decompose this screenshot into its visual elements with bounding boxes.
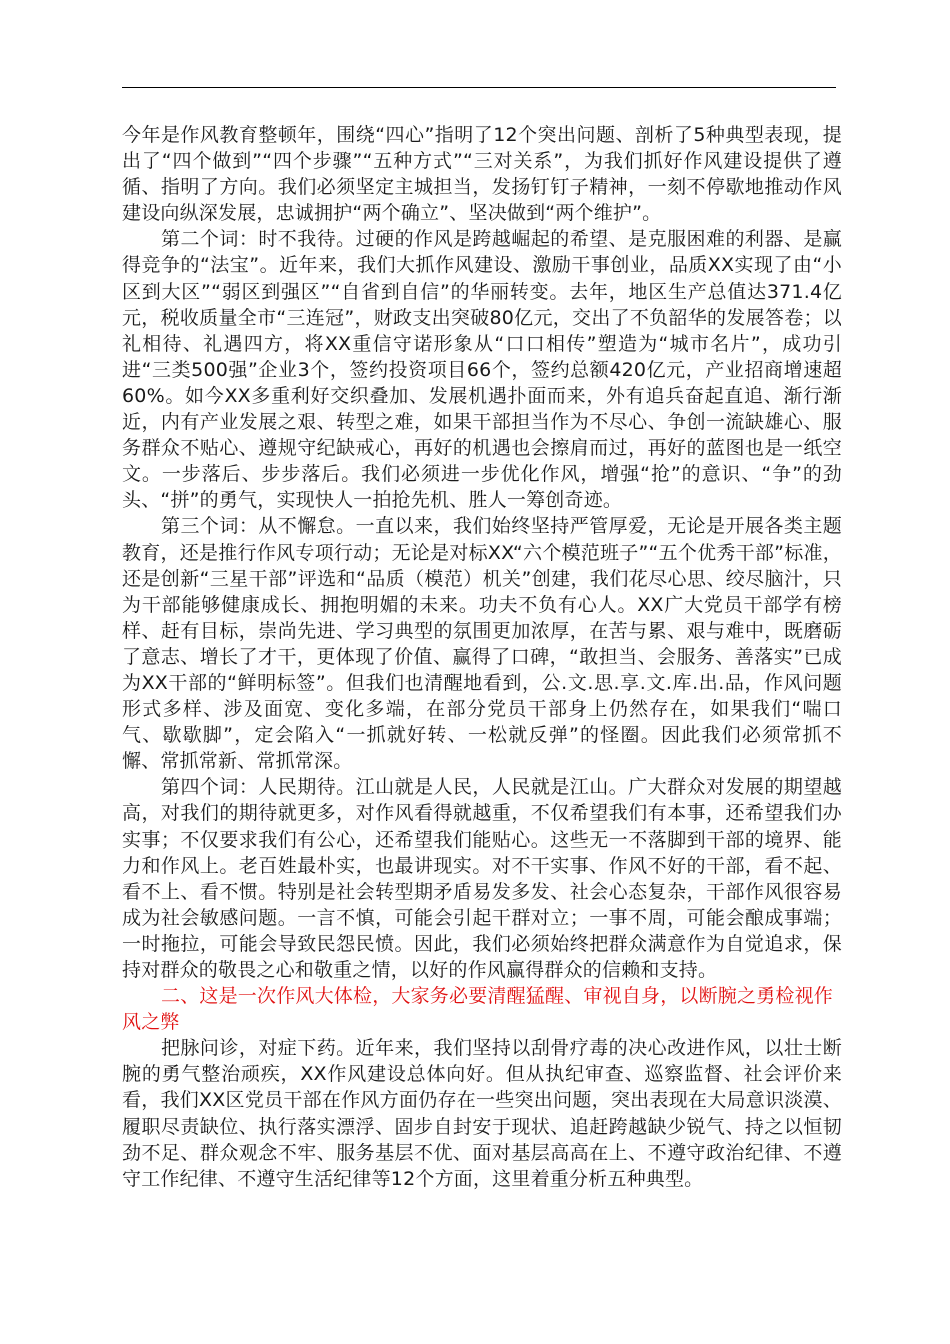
paragraph-fourth-word: 第四个词：人民期待。江山就是人民，人民就是江山。广大群众对发展的期望越高，对我们的期待就更多，对作风看得就越重，不仅希望我们有本事，还希望我们办实事；不仅要求我们有公心，还希望我们能贴心。这些无一不落脚到干部的境界、能力和作风上。老百姓最朴实，也最讲现实。对不干实事、作风不好的干部，看不起、看不上、看不惯。特别是社会转型期矛盾易发多发、社会心态复杂，干部作风很容易成为社会敏感问题。一言不慎，可能会引起干群对立；一事不周，可能会酿成事端；一时拖拉，可能会导致民怨民愤。因此，我们必须始终把群众满意作为自觉追求，保持对群众的敬畏之心和敬重之情，以好的作风赢得群众的信赖和支持。 [122, 776, 842, 981]
paragraph-intro: 今年是作风教育整顿年，围绕“四心”指明了12个突出问题、剖析了5种典型表现，提出了“四个做到”“四个步骤”“五种方式”“三对关系”，为我们抓好作风建设提供了遵循、指明了方向。我们必须坚定主城担当，发扬钉钉子精神，一刻不停歇地推动作风建设向纵深发展，忠诚拥护“两个确立”、坚决做到“两个维护”。 [122, 124, 842, 225]
section-heading: 二、这是一次作风大体检，大家务必要清醒猛醒、审视自身，以断腕之勇检视作风之弊 [122, 985, 834, 1034]
paragraph-second-word: 第二个词：时不我待。过硬的作风是跨越崛起的希望、是克服困难的利器、是赢得竞争的“法宝”。近年来，我们大抓作风建设、激励干事创业，品质XX实现了由“小区到大区”“弱区到强区”“自省到自信”的华丽转变。去年，地区生产总值达371.4亿元，税收质量全市“三连冠”，财政支出突破80亿元，交出了不负韶华的发展答卷；以礼相待、礼遇四方，将XX重信守诺形象从“口口相传”塑造为“城市名片”，成功引进“三类500强”企业3个，签约投资项目66个，签约总额420亿元，产业招商增速超60%。如今XX多重利好交织叠加、发展机遇扑面而来，外有追兵奋起直追、渐行渐近，内有产业发展之艰、转型之难，如果干部担当作为不尽心、争创一流缺雄心、服务群众不贴心、遵规守纪缺戒心，再好的机遇也会擦肩而过，再好的蓝图也是一纸空文。一步落后、步步落后。我们必须进一步优化作风，增强“抢”的意识、“争”的劲头、“拼”的勇气，实现快人一拍抢先机、胜人一筹创奇迹。 [122, 228, 842, 512]
header-rule [122, 87, 836, 88]
document-body [122, 122, 842, 1192]
paragraph-diagnosis: 把脉问诊，对症下药。近年来，我们坚持以刮骨疗毒的决心改进作风，以壮士断腕的勇气整治顽疾，XX作风建设总体向好。但从执纪审查、巡察监督、社会评价来看，我们XX区党员干部在作风方面仍存在一些突出问题，突出表现在大局意识淡漠、履职尽责缺位、执行落实漂浮、固步自封安于现状、追赶跨越缺少锐气、持之以恒韧劲不足、群众观念不牢、服务基层不优、面对基层高高在上、不遵守政治纪律、不遵守工作纪律、不遵守生活纪律等12个方面，这里着重分析五种典型。 [122, 1037, 842, 1190]
paragraph-third-word: 第三个词：从不懈怠。一直以来，我们始终坚持严管厚爱，无论是开展各类主题教育，还是推行作风专项行动；无论是对标XX“六个模范班子”“五个优秀干部”标准，还是创新“三星干部”评选和“品质（模范）机关”创建，我们花尽心思、绞尽脑汁，只为干部能够健康成长、拥抱明媚的未来。功夫不负有心人。XX广大党员干部学有榜样、赶有目标，崇尚先进、学习典型的氛围更加浓厚，在苦与累、艰与难中，既磨砺了意志、增长了才干，更体现了价值、赢得了口碑，“敢担当、会服务、善落实”已成为XX干部的“鲜明标签”。但我们也清醒地看到，公.文.思.享.文.库.出.品，作风问题形式多样、涉及面宽、变化多端，在部分党员干部身上仍然存在，如果我们“喘口气、歇歇脚”，定会陷入“一抓就好转、一松就反弹”的怪圈。因此我们必须常抓不懈、常抓常新、常抓常深。 [122, 515, 842, 773]
